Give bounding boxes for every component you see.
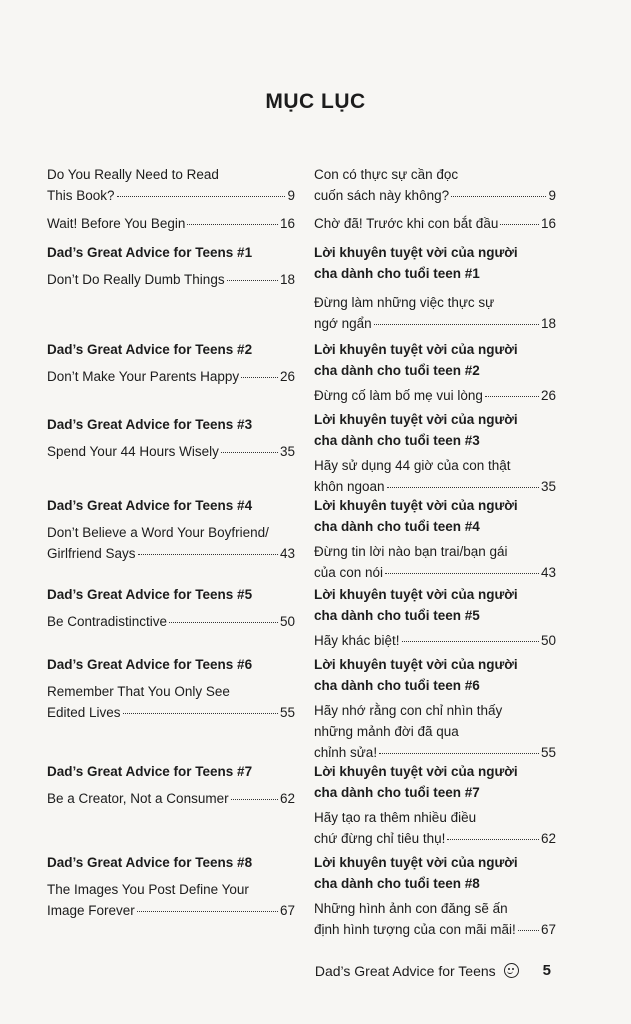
entry-page-number: 43 [279, 546, 295, 561]
toc-entry-en [47, 414, 295, 462]
entry-title-line [314, 292, 556, 313]
dot-leader [379, 752, 539, 754]
entry-heading: Dad’s Great Advice for Teens #7 [47, 764, 253, 779]
running-footer [315, 962, 551, 979]
dot-leader [402, 640, 539, 642]
entry-heading: cha dành cho tuổi teen #4 [314, 519, 480, 534]
entry-title-line [314, 898, 556, 919]
entry-title-text: Image Forever [47, 903, 135, 918]
entry-title-line-with-page [314, 313, 556, 334]
entry-title-text: Chờ đã! Trước khi con bắt đầu [314, 216, 499, 231]
entry-title-text: Don’t Make Your Parents Happy [47, 369, 240, 384]
entry-page-number: 18 [279, 272, 295, 287]
entry-title-text: Spend Your 44 Hours Wisely [47, 444, 219, 459]
entry-title-text: khôn ngoan [314, 479, 385, 494]
entry-page-number: 55 [279, 705, 295, 720]
entry-title-line-with-page [314, 185, 556, 206]
toc-entry-vi [314, 213, 556, 234]
entry-page-number: 67 [540, 922, 556, 937]
entry-title-text: Don’t Do Really Dumb Things [47, 272, 225, 287]
entry-title-line [314, 807, 556, 828]
entry-title-line-with-page [314, 213, 556, 234]
entry-title-line [47, 522, 295, 543]
entry-title-line-with-page [47, 269, 295, 290]
entry-heading: Dad’s Great Advice for Teens #1 [47, 245, 253, 260]
entry-page-number: 67 [279, 903, 295, 918]
entry-heading: Lời khuyên tuyệt vời của người [314, 657, 518, 672]
toc-entry-vi [314, 761, 556, 849]
entry-title-text: chỉnh sửa! [314, 745, 378, 760]
toc-entry-en [47, 852, 295, 921]
entry-title-line [314, 164, 556, 185]
entry-heading: Lời khuyên tuyệt vời của người [314, 587, 518, 602]
entry-heading: Dad’s Great Advice for Teens #3 [47, 417, 253, 432]
entry-title-line [314, 541, 556, 562]
entry-title-text: Đừng cố làm bố mẹ vui lòng [314, 388, 483, 403]
entry-title-line-with-page [47, 788, 295, 809]
entry-title-text: Girlfriend Says [47, 546, 136, 561]
entry-heading: Dad’s Great Advice for Teens #2 [47, 342, 253, 357]
entry-title-line-with-page [314, 630, 556, 651]
dot-leader [117, 195, 286, 197]
dot-leader [385, 572, 539, 574]
entry-heading: Lời khuyên tuyệt vời của người [314, 342, 518, 357]
dot-leader [500, 223, 539, 225]
dot-leader [137, 910, 278, 912]
entry-title-text: Edited Lives [47, 705, 121, 720]
entry-title-line-with-page [314, 562, 556, 583]
entry-title-text: The Images You Post Define Your [47, 882, 249, 897]
entry-page-number: 9 [548, 188, 556, 203]
entry-title-line [47, 879, 295, 900]
entry-title-line-with-page [314, 385, 556, 406]
toc-entry-en [47, 654, 295, 723]
entry-title-text: của con nói [314, 565, 384, 580]
dot-leader [518, 929, 539, 931]
entry-heading: Dad’s Great Advice for Teens #4 [47, 498, 253, 513]
toc-entry-en [47, 164, 295, 206]
entry-title-text: Do You Really Need to Read [47, 167, 219, 182]
toc-entry-en [47, 761, 295, 809]
dot-leader [451, 195, 546, 197]
entry-page-number: 16 [279, 216, 295, 231]
entry-page-number: 26 [540, 388, 556, 403]
dot-leader [241, 376, 278, 378]
entry-title-line-with-page [47, 900, 295, 921]
entry-heading: cha dành cho tuổi teen #6 [314, 678, 480, 693]
dot-leader [123, 712, 278, 714]
entry-title-text: ngớ ngẩn [314, 316, 372, 331]
entry-title-line-with-page [47, 185, 295, 206]
entry-page-number: 62 [279, 791, 295, 806]
entry-title-line-with-page [47, 366, 295, 387]
toc-entry-vi [314, 584, 556, 651]
entry-title-text: cuốn sách này không? [314, 188, 450, 203]
entry-heading: Lời khuyên tuyệt vời của người [314, 764, 518, 779]
entry-title-line-with-page [314, 828, 556, 849]
toc-entry-en [47, 213, 295, 234]
entry-title-line-with-page [47, 611, 295, 632]
dot-leader [187, 223, 278, 225]
entry-title-text: định hình tượng của con mãi mãi! [314, 922, 516, 937]
entry-heading: Lời khuyên tuyệt vời của người [314, 855, 518, 870]
entry-title-line [47, 164, 295, 185]
entry-page-number: 26 [279, 369, 295, 384]
dot-leader [485, 395, 539, 397]
page-number: 5 [542, 962, 551, 979]
entry-title-line [314, 721, 556, 742]
dot-leader [227, 279, 278, 281]
entry-heading: Dad’s Great Advice for Teens #6 [47, 657, 253, 672]
entry-title-line [47, 681, 295, 702]
toc-entry-vi [314, 409, 556, 497]
entry-page-number: 9 [287, 188, 295, 203]
entry-title-line-with-page [47, 543, 295, 564]
dot-leader [231, 798, 278, 800]
entry-page-number: 50 [279, 614, 295, 629]
toc-entry-vi [314, 495, 556, 583]
entry-page-number: 55 [540, 745, 556, 760]
toc-entry-vi [314, 164, 556, 206]
page-title: MỤC LỤC [265, 90, 366, 113]
toc-entry-vi [314, 654, 556, 763]
entry-title-text: Be a Creator, Not a Consumer [47, 791, 229, 806]
entry-title-text: Don’t Believe a Word Your Boyfriend/ [47, 525, 269, 540]
entry-page-number: 18 [540, 316, 556, 331]
dot-leader [169, 621, 278, 623]
entry-heading: cha dành cho tuổi teen #3 [314, 433, 480, 448]
entry-title-line-with-page [47, 441, 295, 462]
entry-title-text: Hãy tạo ra thêm nhiều điều [314, 810, 477, 825]
dot-leader [374, 323, 539, 325]
entry-heading: cha dành cho tuổi teen #2 [314, 363, 480, 378]
entry-heading: cha dành cho tuổi teen #8 [314, 876, 480, 891]
entry-title-text: Những hình ảnh con đăng sẽ ấn [314, 901, 508, 916]
entry-title-text: Hãy nhớ rằng con chỉ nhìn thấy [314, 703, 503, 718]
entry-heading: cha dành cho tuổi teen #5 [314, 608, 480, 623]
entry-title-text: Đừng làm những việc thực sự [314, 295, 495, 310]
footer-book-title: Dad’s Great Advice for Teens [314, 962, 496, 979]
smiley-icon [504, 963, 519, 978]
entry-title-text: những mảnh đời đã qua [314, 724, 459, 739]
toc-entry-en [47, 584, 295, 632]
entry-heading: Dad’s Great Advice for Teens #8 [47, 855, 253, 870]
entry-title-text: Hãy khác biệt! [314, 633, 400, 648]
dot-leader [387, 486, 539, 488]
entry-title-line-with-page [314, 742, 556, 763]
entry-heading: cha dành cho tuổi teen #7 [314, 785, 480, 800]
entry-heading: Dad’s Great Advice for Teens #5 [47, 587, 253, 602]
entry-title-text: Remember That You Only See [47, 684, 230, 699]
entry-page-number: 62 [540, 831, 556, 846]
entry-title-text: Wait! Before You Begin [47, 216, 186, 231]
entry-page-number: 43 [540, 565, 556, 580]
entry-page-number: 16 [540, 216, 556, 231]
entry-title-text: This Book? [47, 188, 115, 203]
entry-heading: Lời khuyên tuyệt vời của người [314, 498, 518, 513]
toc-entry-en [47, 242, 295, 290]
entry-page-number: 50 [540, 633, 556, 648]
dot-leader [447, 838, 539, 840]
entry-heading: Lời khuyên tuyệt vời của người [314, 245, 518, 260]
dot-leader [221, 451, 278, 453]
entry-page-number: 35 [279, 444, 295, 459]
entry-title-line-with-page [314, 919, 556, 940]
entry-page-number: 35 [540, 479, 556, 494]
entry-title-line [314, 700, 556, 721]
entry-heading: cha dành cho tuổi teen #1 [314, 266, 480, 281]
entry-title-text: Hãy sử dụng 44 giờ của con thật [314, 458, 511, 473]
entry-title-line-with-page [47, 702, 295, 723]
toc-entry-en [47, 495, 295, 564]
entry-title-line-with-page [314, 476, 556, 497]
dot-leader [138, 553, 278, 555]
toc-entry-vi [314, 339, 556, 406]
toc-entry-vi [314, 242, 556, 334]
entry-heading: Lời khuyên tuyệt vời của người [314, 412, 518, 427]
toc-entry-en [47, 339, 295, 387]
entry-title-text: Đừng tin lời nào bạn trai/bạn gái [314, 544, 508, 559]
entry-title-line [314, 455, 556, 476]
toc-entry-vi [314, 852, 556, 940]
entry-title-text: Con có thực sự cần đọc [314, 167, 459, 182]
entry-title-line-with-page [47, 213, 295, 234]
entry-title-text: Be Contradistinctive [47, 614, 168, 629]
entry-title-text: chứ đừng chỉ tiêu thụ! [314, 831, 446, 846]
